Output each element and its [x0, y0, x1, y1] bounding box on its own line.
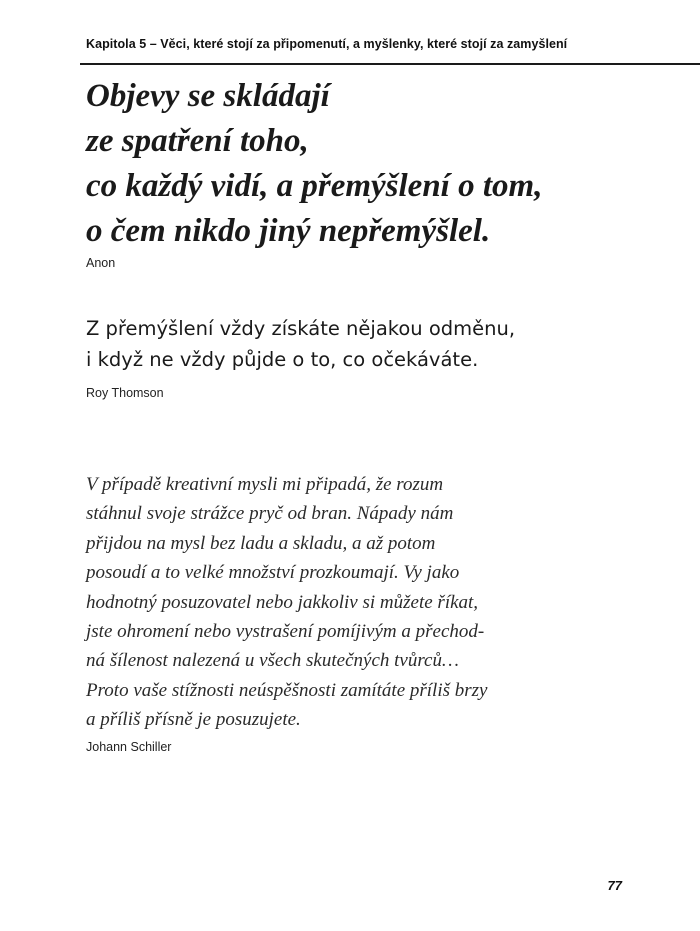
quote-reward [86, 313, 686, 375]
quote-line: Z přemýšlení vždy získáte nějakou odměnu, [86, 317, 516, 340]
quote-line: Proto vaše stížnosti neúspěšnosti zamítáte příliš brzy [86, 679, 488, 701]
quote-line: co každý vidí, a přemýšlení o tom, [86, 168, 543, 204]
quote-author: Johann Schiller [86, 740, 172, 754]
quote-author: Anon [86, 256, 116, 270]
quote-author: Roy Thomson [86, 386, 164, 400]
header-divider [80, 63, 700, 65]
quote-line: a příliš přísně je posuzujete. [86, 709, 301, 731]
quote-line: hodnotný posuzovatel nebo jakkoliv si můžete říkat, [86, 591, 479, 613]
quote-line: V případě kreativní mysli mi připadá, že rozum [86, 474, 444, 495]
quote-line: o čem nikdo jiný nepřemýšlel. [86, 213, 491, 249]
quote-line: jste ohromení nebo vystrašení pomíjivým a přechod- [86, 621, 485, 643]
quote-line: Objevy se skládají [86, 78, 330, 114]
quote-line: stáhnul svoje strážce pryč od bran. Nápady nám [86, 503, 454, 525]
running-header: Kapitola 5 – Věci, které stojí za připomenutí, a myšlenky, které stojí za zamyšlení [86, 37, 568, 51]
page-number: 77 [607, 878, 622, 893]
quote-line: i když ne vždy půjde o to, co očekáváte. [86, 348, 479, 371]
quote-line: posoudí a to velké množství prozkoumají. Vy jako [86, 562, 460, 584]
quote-line: ze spatření toho, [86, 123, 309, 159]
quote-line: ná šílenost nalezená u všech skutečných tvůrců… [86, 650, 459, 672]
quote-discoveries [86, 74, 686, 254]
quote-creative-mind [86, 470, 686, 735]
quote-line: přijdou na mysl bez ladu a skladu, a až potom [86, 532, 436, 554]
